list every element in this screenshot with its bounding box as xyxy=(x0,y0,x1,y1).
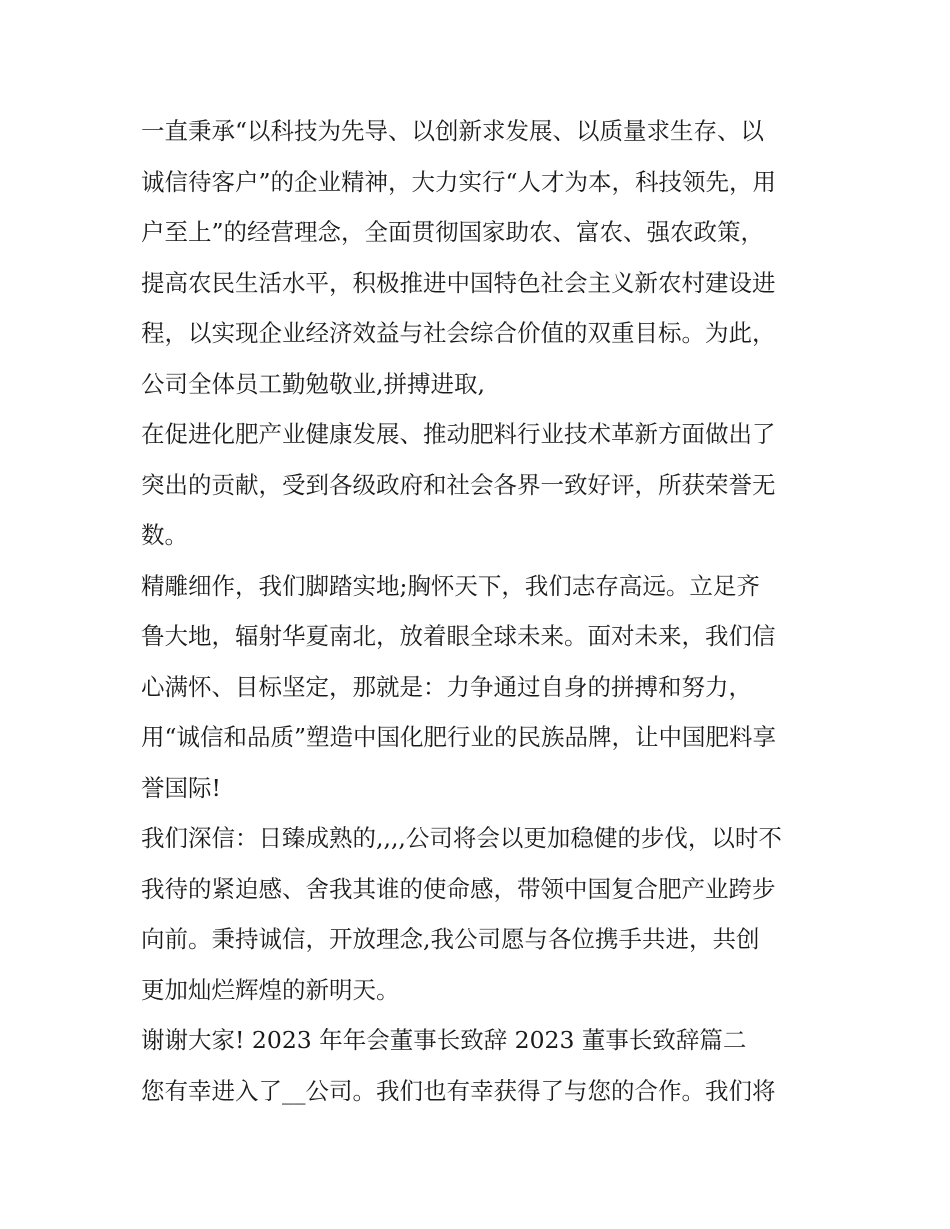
text-line-12: 心满怀、目标坚定，那就是：力争通过自身的拼搏和努力， xyxy=(141,672,752,701)
text-line-2: 诚信待客户”的企业精神，大力实行“人才为本，科技领先，用 xyxy=(141,167,777,196)
text-line-1: 一直秉承“以科技为先导、以创新求发展、以质量求生存、以 xyxy=(141,117,765,145)
text-line-4: 提高农民生活水平，积极推进中国特色社会主义新农村建设进 xyxy=(141,268,776,297)
text-line-5: 程，以实现企业经济效益与社会综合价值的双重目标。为此， xyxy=(141,319,776,347)
text-line-20: 您有幸进入了__公司。我们也有幸获得了与您的合作。我们将 xyxy=(141,1076,776,1105)
text-line-7: 在促进化肥产业健康发展、推动肥料行业技术革新方面做出了 xyxy=(141,420,776,448)
text-line-17: 向前。秉持诚信，开放理念,我公司愿与各位携手共进，共创 xyxy=(141,925,760,953)
text-line-15: 我们深信：日臻成熟的,,,,公司将会以更加稳健的步伐，以时不 xyxy=(141,824,782,852)
text-line-18: 更加灿烂辉煌的新明天。 xyxy=(141,975,400,1004)
text-line-19: 谢谢大家! 2023 年年会董事长致辞 2023 董事长致辞篇二 xyxy=(141,1026,747,1054)
text-line-6: 公司全体员工勤勉敬业,拼搏进取, xyxy=(141,369,485,398)
text-line-10: 精雕细作，我们脚踏实地;胸怀天下，我们志存高远。立足齐 xyxy=(141,571,760,600)
text-line-3: 户至上”的经营理念，全面贯彻国家助农、富农、强农政策， xyxy=(141,218,765,246)
text-line-9: 数。 xyxy=(141,521,188,549)
text-line-16: 我待的紧迫感、舍我其谁的使命感，带领中国复合肥产业跨步 xyxy=(141,874,776,903)
text-line-8: 突出的贡献，受到各级政府和社会各界一致好评，所获荣誉无 xyxy=(141,470,776,499)
text-line-11: 鲁大地，辐射华夏南北，放着眼全球未来。面对未来，我们信 xyxy=(141,622,776,650)
body-text xyxy=(141,106,821,1116)
text-line-14: 誉国际! xyxy=(141,773,221,802)
text-line-13: 用“诚信和品质”塑造中国化肥行业的民族品牌，让中国肥料享 xyxy=(141,723,777,751)
